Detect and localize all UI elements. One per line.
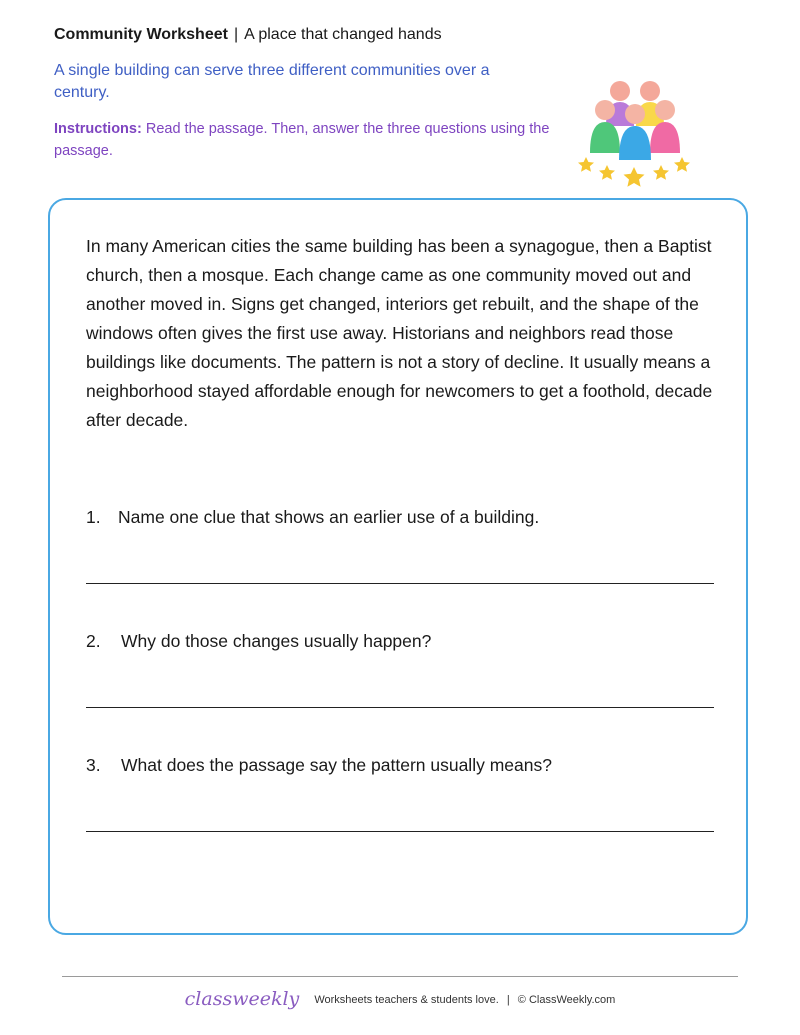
footer-copyright[interactable]: © ClassWeekly.com [517,994,616,1006]
question-text: Why do those changes usually happen? [121,631,432,651]
instructions-label: Instructions: [54,121,142,137]
question-number: 1. [86,507,101,527]
question-3 [86,755,552,776]
question-text: Name one clue that shows an earlier use of a building. [118,507,540,527]
reading-passage: In many American cities the same building has been a synagogue, then a Baptist church, then a mosque. Each change came as one community moved out and another moved in. Signs get changed, interiors get rebuilt, and the shape of the windows often gives the first use away. Historians and neighbors read those buildings like documents. The pattern is not a story of decline. It usually means a neighborhood stayed affordable enough for newcomers to get a foothold, decade after decade. [86,236,713,430]
footer [0,988,800,1010]
instructions-text: Read the passage. Then, answer the three questions using the passage. [54,121,550,159]
worksheet-header [54,26,442,44]
question-text: What does the passage say the pattern usually means? [121,755,552,775]
question-number: 3. [86,755,101,775]
worksheet-topic: A place that changed hands [244,26,442,43]
footer-tagline: Worksheets teachers & students love. [314,994,499,1006]
worksheet-title: Community Worksheet [54,26,228,43]
classweekly-logo[interactable]: classweekly [184,988,300,1010]
question-1 [86,507,539,528]
question-2 [86,631,431,652]
instructions [54,118,564,162]
answer-line-3[interactable] [86,831,714,832]
worksheet-subtitle: A single building can serve three different communities over a century. [54,62,490,101]
question-number: 2. [86,631,101,651]
answer-line-1[interactable] [86,583,714,584]
footer-divider [62,976,738,977]
footer-separator: | [506,994,510,1006]
answer-line-2[interactable] [86,707,714,708]
community-people-stars-icon [574,78,694,198]
header-separator: | [233,26,239,43]
